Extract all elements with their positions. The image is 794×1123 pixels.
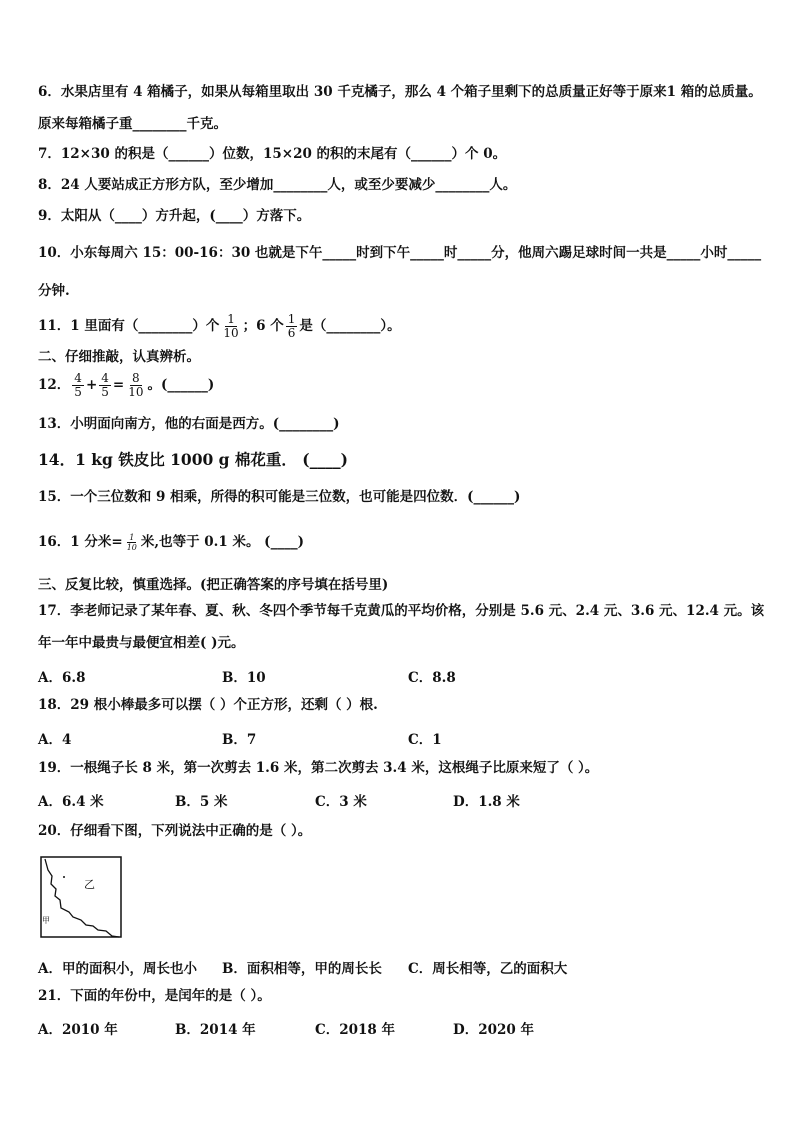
fraction-numerator: 4	[101, 371, 109, 385]
fraction-1-10-small	[125, 533, 139, 552]
question-6-line-2: 原来每箱橘子重________千克。	[38, 116, 227, 132]
question-10-line-1: 10．小东每周六 15：00-16：30 也就是下午_____时到下午_____时_____分，他周六踢足球时间一共是_____小时_____	[38, 245, 762, 261]
question-12-label: 12．	[38, 377, 71, 393]
question-12-tail: 。(______)	[147, 377, 215, 393]
question-21-option-d: D．2020 年	[453, 1022, 534, 1038]
question-17-line-1: 17．李老师记录了某年春、夏、秋、冬四个季节每千克黄瓜的平均价格，分别是 5.6 元、2.4 元、3.6 元、12.4 元。该	[38, 603, 765, 619]
question-21: 21．下面的年份中，是闰年的是（ ）。	[38, 988, 271, 1004]
fraction-numerator: 4	[74, 371, 82, 385]
question-11-part-2: ；6 个	[242, 318, 284, 334]
question-19-option-a: A．6.4 米	[38, 794, 104, 810]
question-19-option-d: D．1.8 米	[453, 794, 520, 810]
question-18: 18．29 根小棒最多可以摆（ ）个正方形，还剩（ ）根.	[38, 697, 378, 713]
question-17-option-b: B．10	[222, 670, 266, 686]
question-7: 7．12×30 的积是（______）位数，15×20 的积的末尾有（______）个 0。	[38, 146, 507, 162]
fraction-denominator: 10	[223, 326, 239, 340]
section-2-heading: 二、仔细推敲，认真辨析。	[38, 349, 200, 365]
question-18-option-a: A．4	[38, 732, 72, 748]
fraction-numerator: 1	[287, 312, 296, 326]
question-11	[38, 313, 401, 340]
fraction-denominator: 10	[126, 543, 137, 552]
question-6-line-1: 6．水果店里有 4 箱橘子，如果从每箱里取出 30 千克橘子，那么 4 个箱子里剩下的总质量正好等于原来1 箱的总质量。	[38, 84, 762, 100]
figure-border	[41, 857, 121, 937]
question-10-line-2: 分钟.	[38, 283, 70, 299]
question-16-part-2: 米,也等于 0.1 米。 (____)	[140, 534, 304, 550]
fraction-4-5-b	[99, 372, 111, 399]
fraction-numerator: 1	[129, 533, 135, 542]
figure-label-jia: 甲	[42, 916, 50, 925]
question-8: 8．24 人要站成正方形方队，至少增加________人，或至少要减少________人。	[38, 177, 517, 193]
question-18-option-b: B．7	[222, 732, 257, 748]
question-14: 14．1 kg 铁皮比 1000 g 棉花重． (____)	[38, 450, 348, 469]
fraction-1-10	[221, 313, 240, 340]
dividing-line	[45, 859, 119, 937]
question-18-option-c: C．1	[408, 732, 442, 748]
equals-sign: =	[112, 377, 125, 393]
question-16	[38, 532, 304, 552]
figure-dot	[63, 876, 65, 878]
question-9: 9．太阳从（____）方升起，(____）方落下。	[38, 208, 311, 224]
question-21-option-b: B．2014 年	[175, 1022, 256, 1038]
fraction-8-10	[126, 372, 145, 399]
fraction-denominator: 10	[128, 385, 144, 399]
question-20: 20．仔细看下图，下列说法中正确的是（ ）。	[38, 823, 312, 839]
question-19-option-c: C．3 米	[315, 794, 367, 810]
question-20-option-b: B．面积相等，甲的周长长	[222, 961, 382, 977]
question-17-option-a: A．6.8	[38, 670, 86, 686]
fraction-numerator: 1	[227, 312, 235, 326]
question-15: 15．一个三位数和 9 相乘，所得的积可能是三位数，也可能是四位数．(______)	[38, 489, 521, 505]
question-17-option-c: C．8.8	[408, 670, 456, 686]
question-13: 13．小明面向南方，他的右面是西方。(________)	[38, 416, 340, 432]
question-20-option-c: C．周长相等，乙的面积大	[408, 961, 568, 977]
fraction-1-6	[286, 313, 298, 340]
question-17-line-2: 年一年中最贵与最便宜相差( )元。	[38, 635, 245, 651]
question-12	[38, 372, 214, 399]
question-11-part-1: 11．1 里面有（________）个	[38, 318, 220, 334]
question-11-part-3: 是（________）。	[299, 318, 401, 334]
plus-sign: +	[85, 377, 98, 393]
region-diagram-figure	[40, 856, 122, 940]
section-3-heading: 三、反复比较，慎重选择。(把正确答案的序号填在括号里)	[38, 577, 389, 593]
fraction-numerator: 8	[132, 371, 140, 385]
figure-label-yi: 乙	[84, 878, 95, 891]
question-21-option-c: C．2018 年	[315, 1022, 396, 1038]
question-21-option-a: A．2010 年	[38, 1022, 118, 1038]
fraction-4-5-a	[72, 372, 84, 399]
fraction-denominator: 5	[74, 385, 82, 399]
fraction-denominator: 5	[101, 385, 109, 399]
question-19: 19．一根绳子长 8 米，第一次剪去 1.6 米，第二次剪去 3.4 米，这根绳子比原来短了（ ）。	[38, 760, 599, 776]
question-20-option-a: A．甲的面积小，周长也小	[38, 961, 197, 977]
question-16-part-1: 16．1 分米=	[38, 534, 123, 550]
question-19-option-b: B．5 米	[175, 794, 228, 810]
fraction-denominator: 6	[287, 326, 296, 340]
